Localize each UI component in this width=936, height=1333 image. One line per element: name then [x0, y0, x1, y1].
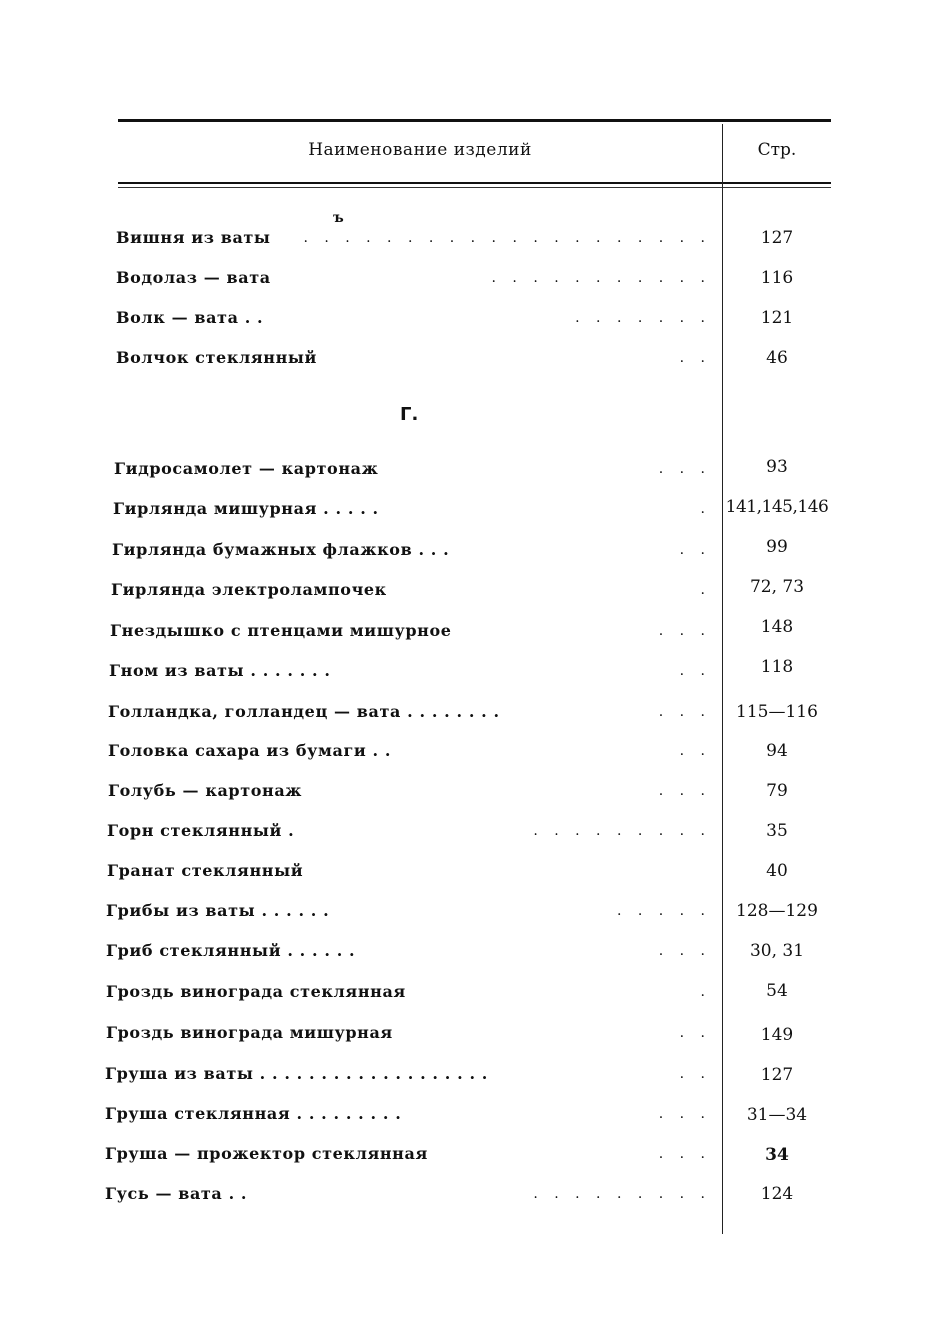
entry-leader-dots: .: [700, 582, 711, 598]
entry-page: 54: [766, 981, 788, 1001]
page-ref-row: [0, 495, 936, 519]
page-ref-row: [0, 739, 936, 763]
entry-name: Головка сахара из бумаги . .: [108, 741, 392, 760]
entry-name: Гном из ваты . . . . . . .: [109, 661, 331, 680]
entry-leader-dots: . . .: [658, 704, 711, 720]
entry-page: 127: [760, 228, 794, 248]
page-ref-row: [0, 700, 936, 724]
column-header-page: Стр.: [757, 140, 797, 160]
entry-page: 79: [766, 781, 788, 801]
entry-leader-dots: . . .: [658, 1106, 711, 1122]
entry-name: Гусь — вата . .: [105, 1184, 248, 1203]
entry-name: Водолаз — вата: [116, 268, 271, 287]
entry-name: Гирлянда электролампочек: [111, 580, 387, 599]
page-ref-row: [0, 939, 936, 963]
entry-name: Грибы из ваты . . . . . .: [106, 901, 330, 920]
page-ref-row: [0, 306, 936, 330]
page-ref-row: [0, 1063, 936, 1087]
page-ref-row: [0, 535, 936, 559]
entry-name: Гроздь винограда мишурная: [106, 1023, 393, 1042]
table-top-rule: [118, 119, 831, 122]
entry-leader-dots: . . .: [658, 943, 711, 959]
entry-name: Гирлянда мишурная . . . . .: [113, 499, 379, 518]
entry-name: Гнездышко с птенцами мишурное: [110, 621, 452, 640]
entry-page: 30, 31: [749, 941, 805, 961]
entry-leader-dots: . . . . .: [616, 903, 711, 919]
entry-page: 94: [766, 741, 788, 761]
entry-name: Вишня из ваты: [116, 228, 271, 247]
entry-name: Груша — прожектор стеклянная: [105, 1144, 428, 1163]
entry-page: 124: [760, 1184, 794, 1204]
column-header-name: Наименование изделий: [308, 140, 532, 160]
entry-leader-dots: . . .: [658, 783, 711, 799]
entry-name: Гроздь винограда стеклянная: [106, 982, 406, 1001]
entry-name: Гранат стеклянный: [107, 861, 304, 880]
entry-page: 121: [760, 308, 794, 328]
entry-leader-dots: . . . . . . . . . . .: [491, 270, 711, 286]
page-ref-row: [0, 346, 936, 370]
entry-page: 34: [765, 1145, 789, 1165]
entry-page: 93: [766, 457, 788, 477]
entry-leader-dots: . .: [679, 663, 711, 679]
page-ref-row: [0, 266, 936, 290]
entry-page: 31—34: [746, 1105, 808, 1125]
page-ref-row: [0, 1103, 936, 1127]
entry-page: 72, 73: [749, 577, 805, 597]
entry-name: Голландка, голландец — вата . . . . . . . .: [108, 702, 500, 721]
entry-leader-dots: . .: [679, 1066, 711, 1082]
stray-print-mark: ъ: [333, 210, 344, 226]
entry-leader-dots: . .: [679, 542, 711, 558]
page-ref-row: [0, 455, 936, 479]
entry-page: 127: [760, 1065, 794, 1085]
entry-leader-dots: . .: [679, 350, 711, 366]
entry-page: 141,145,146: [725, 497, 829, 517]
page-ref-row: [0, 1182, 936, 1206]
entry-leader-dots: . .: [679, 743, 711, 759]
entry-name: Гидросамолет — картонаж: [114, 459, 379, 478]
page-ref-row: [0, 859, 936, 883]
page-ref-row: [0, 1023, 936, 1047]
entry-page: 40: [766, 861, 788, 881]
entry-name: Гирлянда бумажных флажков . . .: [112, 540, 450, 559]
page-ref-row: [0, 979, 936, 1003]
section-letter-g: Г.: [400, 404, 419, 425]
header-bottom-rule-thin: [118, 187, 831, 188]
entry-page: 118: [760, 657, 794, 677]
entry-leader-dots: . . . . . . . . .: [533, 823, 711, 839]
page-ref-row: [0, 819, 936, 843]
entry-leader-dots: . . . . . . . . .: [533, 1186, 711, 1202]
page-ref-row: [0, 575, 936, 599]
entry-page: 149: [760, 1025, 794, 1045]
entry-name: Горн стеклянный .: [107, 821, 295, 840]
entry-page: 115—116: [736, 702, 818, 722]
entry-leader-dots: . . .: [658, 1146, 711, 1162]
entry-leader-dots: . . .: [658, 623, 711, 639]
entry-page: 116: [760, 268, 794, 288]
page-ref-row: [0, 779, 936, 803]
entry-name: Груша из ваты . . . . . . . . . . . . . . . . . . .: [105, 1064, 488, 1083]
entry-page: 148: [760, 617, 794, 637]
page-ref-row: [0, 655, 936, 679]
entry-name: Волк — вата . .: [116, 308, 264, 327]
page-ref-row: [0, 615, 936, 639]
entry-name: Гриб стеклянный . . . . . .: [106, 941, 356, 960]
entry-leader-dots: . .: [679, 1025, 711, 1041]
entry-page: 35: [766, 821, 788, 841]
entry-leader-dots: .: [700, 984, 711, 1000]
entry-page: 46: [766, 348, 788, 368]
entry-leader-dots: .: [700, 501, 711, 517]
entry-name: Груша стеклянная . . . . . . . . .: [105, 1104, 402, 1123]
page-ref-row: [0, 899, 936, 923]
entry-name: Волчок стеклянный: [116, 348, 318, 367]
header-bottom-rule: [118, 182, 831, 184]
entry-page: 99: [766, 537, 788, 557]
entry-leader-dots: . . . . . . . . . . . . . . . . . . . .: [303, 230, 711, 246]
entry-leader-dots: . . . . . . .: [575, 310, 711, 326]
entry-page: 128—129: [736, 901, 818, 921]
entry-leader-dots: . . .: [658, 461, 711, 477]
entry-name: Голубь — картонаж: [108, 781, 303, 800]
page-ref-row: [0, 226, 936, 250]
page-ref-row: [0, 1143, 936, 1167]
